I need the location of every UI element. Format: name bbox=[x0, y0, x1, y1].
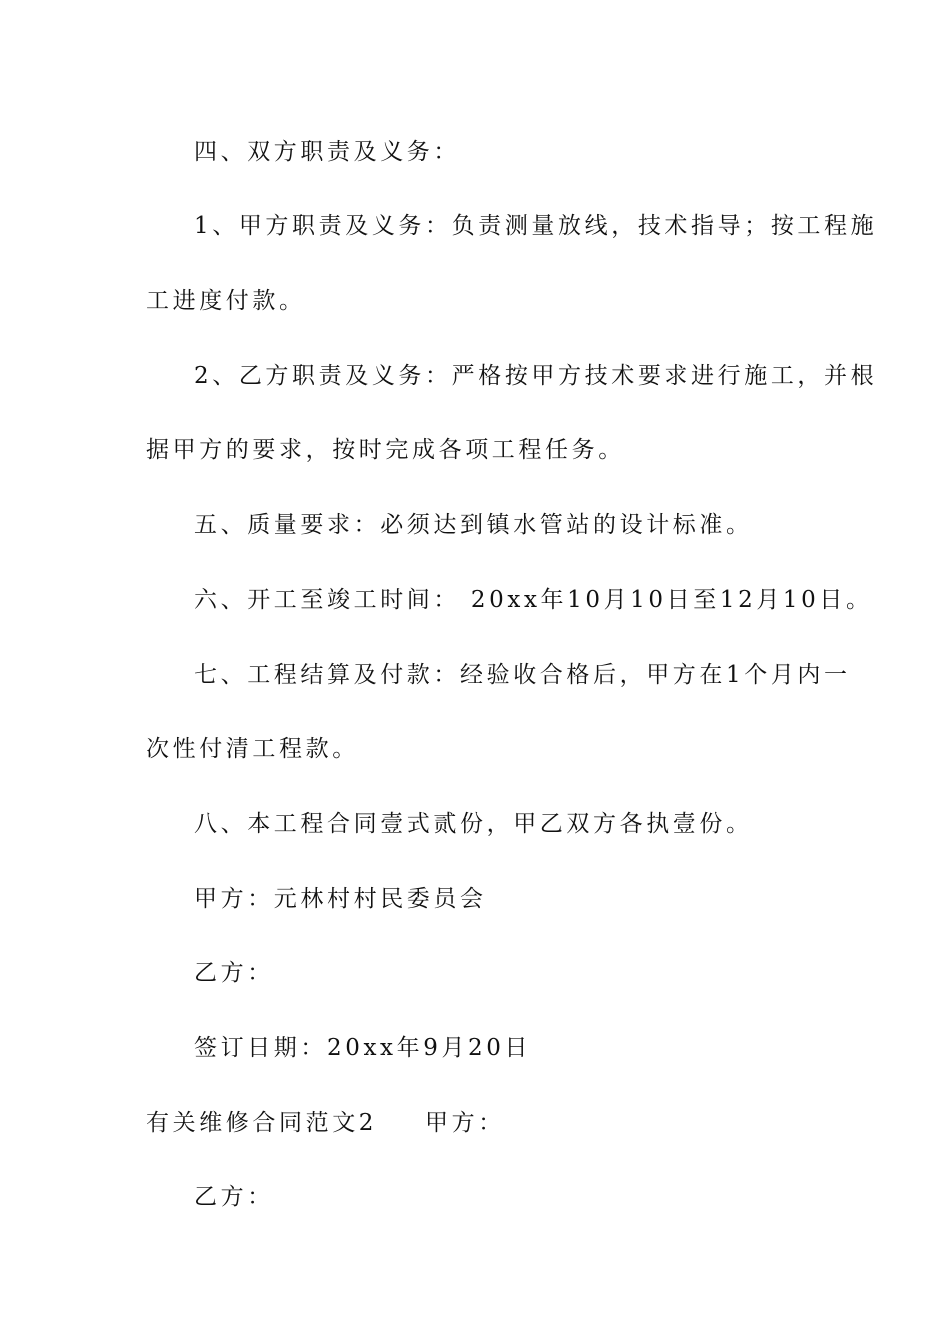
party-a-signature: 甲方：元林村村民委员会 bbox=[194, 886, 487, 912]
contract-2-heading-line bbox=[146, 1108, 816, 1138]
party-a-duties-line1: 1、甲方职责及义务：负责测量放线，技术指导；按工程施 bbox=[194, 213, 878, 239]
party-b-signature: 乙方： bbox=[194, 960, 274, 986]
contract-2-party-b: 乙方： bbox=[194, 1184, 274, 1210]
copies-clause: 八、本工程合同壹式贰份，甲乙双方各执壹份。 bbox=[194, 811, 753, 837]
party-b-duties-line2: 据甲方的要求，按时完成各项工程任务。 bbox=[146, 437, 625, 463]
construction-period: 六、开工至竣工时间： 20xx年10月10日至12月10日。 bbox=[194, 587, 873, 613]
party-a-duties-line2: 工进度付款。 bbox=[146, 288, 306, 314]
contract-2-party-a: 甲方： bbox=[425, 1110, 505, 1136]
contract-2-title: 有关维修合同范文2 bbox=[146, 1110, 378, 1136]
settlement-line1: 七、工程结算及付款：经验收合格后，甲方在1个月内一 bbox=[194, 662, 851, 688]
party-b-duties-line1: 2、乙方职责及义务：严格按甲方技术要求进行施工，并根 bbox=[194, 363, 878, 389]
quality-requirement: 五、质量要求：必须达到镇水管站的设计标准。 bbox=[194, 512, 753, 538]
section-four-heading: 四、双方职责及义务： bbox=[194, 139, 460, 165]
settlement-line2: 次性付清工程款。 bbox=[146, 736, 359, 762]
signing-date: 签订日期：20xx年9月20日 bbox=[194, 1035, 532, 1061]
